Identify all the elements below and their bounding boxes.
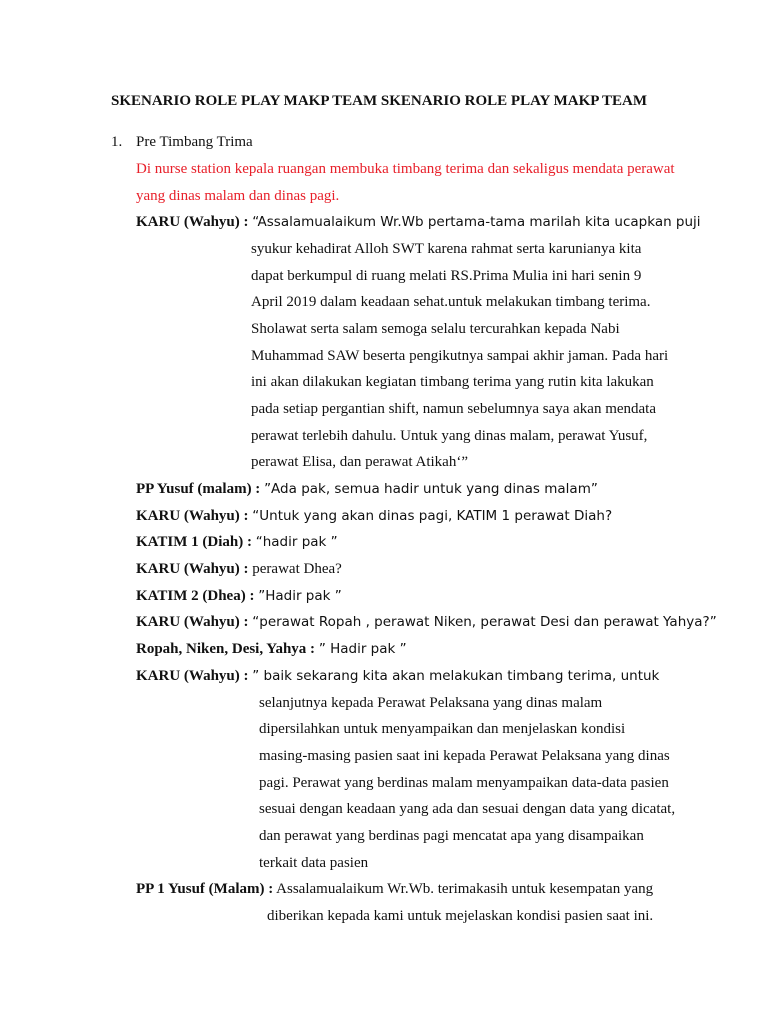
intro-line: yang dinas malam dan dinas pagi. (136, 188, 340, 204)
speaker-label: PP Yusuf (malam) : (136, 481, 261, 497)
dialogue-cont: diberikan kepada kami untuk mejelaskan kondisi pasien saat ini. (267, 908, 654, 924)
speaker-label: KARU (Wahyu) : (136, 561, 249, 577)
dialogue-cont: Sholawat serta salam semoga selalu tercurahkan kepada Nabi (251, 321, 620, 337)
dialogue-text: ”Hadir pak ” (258, 588, 342, 604)
dialogue-line (136, 639, 407, 659)
dialogue-text: ” baik sekarang kita akan melakukan timbang terima, untuk (252, 668, 660, 684)
dialogue-cont: perawat terlebih dahulu. Untuk yang dinas malam, perawat Yusuf, (251, 428, 648, 444)
dialogue-line (136, 586, 342, 606)
dialogue-line (136, 612, 717, 632)
dialogue-cont: syukur kehadirat Alloh SWT karena rahmat serta karunianya kita (251, 241, 642, 257)
speaker-label: KARU (Wahyu) : (136, 508, 249, 524)
dialogue-cont: ini akan dilakukan kegiatan timbang terima yang rutin kita lakukan (251, 374, 654, 390)
document-title: SKENARIO ROLE PLAY MAKP TEAM SKENARIO ROLE PLAY MAKP TEAM (111, 93, 648, 109)
dialogue-cont: selanjutnya kepada Perawat Pelaksana yang dinas malam (259, 695, 603, 711)
speaker-label: KATIM 2 (Dhea) : (136, 588, 255, 604)
dialogue-text: “perawat Ropah , perawat Niken, perawat Desi dan perawat Yahya?” (252, 614, 717, 630)
dialogue-text: “hadir pak ” (255, 534, 338, 550)
dialogue-text: ” Hadir pak ” (318, 641, 407, 657)
dialogue-cont: sesuai dengan keadaan yang ada dan sesuai dengan data yang dicatat, (259, 801, 676, 817)
dialogue-cont: perawat Elisa, dan perawat Atikah‘” (251, 454, 468, 470)
speaker-label: PP 1 Yusuf (Malam) : (136, 881, 274, 897)
speaker-label: KARU (Wahyu) : (136, 614, 249, 630)
dialogue-line (136, 559, 342, 579)
dialogue-cont: dapat berkumpul di ruang melati RS.Prima Mulia ini hari senin 9 (251, 268, 642, 284)
dialogue-cont: Muhammad SAW beserta pengikutnya sampai akhir jaman. Pada hari (251, 348, 669, 364)
speaker-label: KARU (Wahyu) : (136, 668, 249, 684)
dialogue-text: ”Ada pak, semua hadir untuk yang dinas malam” (264, 481, 598, 497)
dialogue-line (136, 479, 598, 499)
dialogue-cont: dipersilahkan untuk menyampaikan dan menjelaskan kondisi (259, 721, 626, 737)
dialogue-text: “Assalamualaikum Wr.Wb pertama-tama marilah kita ucapkan puji (252, 214, 701, 230)
dialogue-text: Assalamualaikum Wr.Wb. terimakasih untuk kesempatan yang (276, 881, 654, 897)
dialogue-cont: April 2019 dalam keadaan sehat.untuk melakukan timbang terima. (251, 294, 651, 310)
dialogue-cont: pada setiap pergantian shift, namun sebelumnya saya akan mendata (251, 401, 656, 417)
dialogue-text: perawat Dhea? (252, 561, 342, 577)
dialogue-line (136, 666, 659, 686)
dialogue-line (136, 506, 612, 526)
dialogue-cont: pagi. Perawat yang berdinas malam menyampaikan data-data pasien (259, 775, 669, 791)
dialogue-line (136, 532, 338, 552)
intro-line: Di nurse station kepala ruangan membuka timbang terima dan sekaligus mendata perawat (136, 161, 675, 177)
dialogue-cont: terkait data pasien (259, 855, 369, 871)
dialogue-cont: dan perawat yang berdinas pagi mencatat apa yang disampaikan (259, 828, 644, 844)
speaker-label: KARU (Wahyu) : (136, 214, 249, 230)
dialogue-line (136, 212, 701, 232)
dialogue-text: “Untuk yang akan dinas pagi, KATIM 1 perawat Diah? (252, 508, 613, 524)
section-heading: Pre Timbang Trima (136, 134, 253, 150)
speaker-label: Ropah, Niken, Desi, Yahya : (136, 641, 316, 657)
dialogue-line (136, 879, 653, 899)
dialogue-cont: masing-masing pasien saat ini kepada Perawat Pelaksana yang dinas (259, 748, 670, 764)
section-number: 1. (111, 134, 123, 150)
speaker-label: KATIM 1 (Diah) : (136, 534, 252, 550)
